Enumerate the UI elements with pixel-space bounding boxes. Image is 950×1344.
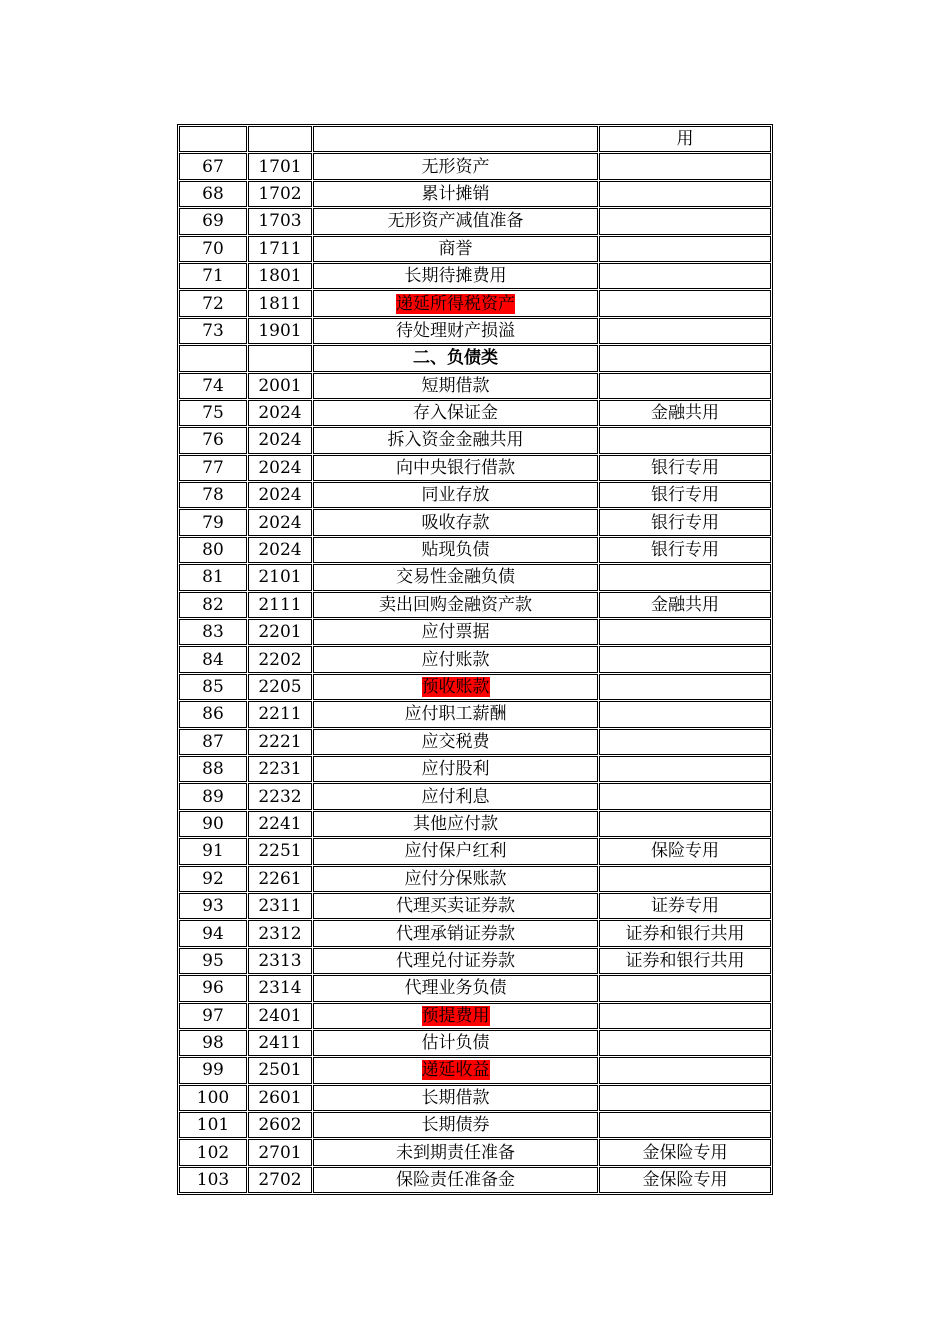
seq-cell: 76 <box>179 427 247 453</box>
note-cell <box>599 975 771 1001</box>
code-cell: 2024 <box>248 400 312 426</box>
seq-cell: 100 <box>179 1085 247 1111</box>
code-cell: 2202 <box>248 646 312 672</box>
seq-cell: 90 <box>179 811 247 837</box>
note-cell: 用 <box>599 126 771 152</box>
seq-cell: 102 <box>179 1139 247 1165</box>
note-cell <box>599 373 771 399</box>
table-row <box>179 866 771 892</box>
code-cell: 2241 <box>248 811 312 837</box>
seq-cell: 85 <box>179 674 247 700</box>
name-cell <box>313 674 598 700</box>
table-row <box>179 564 771 590</box>
seq-cell: 69 <box>179 208 247 234</box>
name-cell: 无形资产 <box>313 153 598 179</box>
highlighted-account-name: 预提费用 <box>421 1005 490 1026</box>
table-row <box>179 920 771 946</box>
seq-cell: 98 <box>179 1030 247 1056</box>
table-row <box>179 509 771 535</box>
name-cell: 估计负债 <box>313 1030 598 1056</box>
seq-cell: 94 <box>179 920 247 946</box>
table-row <box>179 729 771 755</box>
code-cell: 2602 <box>248 1112 312 1138</box>
name-cell: 交易性金融负债 <box>313 564 598 590</box>
code-cell: 2411 <box>248 1030 312 1056</box>
note-cell <box>599 208 771 234</box>
note-cell <box>599 345 771 371</box>
note-cell <box>599 564 771 590</box>
name-cell: 同业存放 <box>313 482 598 508</box>
table-row <box>179 592 771 618</box>
name-cell: 拆入资金金融共用 <box>313 427 598 453</box>
name-cell: 未到期责任准备 <box>313 1139 598 1165</box>
code-cell <box>248 126 312 152</box>
seq-cell <box>179 126 247 152</box>
seq-cell: 78 <box>179 482 247 508</box>
seq-cell: 72 <box>179 290 247 316</box>
seq-cell: 75 <box>179 400 247 426</box>
table-row <box>179 701 771 727</box>
note-cell: 证券专用 <box>599 893 771 919</box>
name-cell <box>313 1057 598 1083</box>
name-cell: 商誉 <box>313 236 598 262</box>
table-row <box>179 783 771 809</box>
code-cell: 2702 <box>248 1167 312 1193</box>
note-cell <box>599 1030 771 1056</box>
note-cell <box>599 811 771 837</box>
seq-cell: 80 <box>179 537 247 563</box>
code-cell: 2024 <box>248 427 312 453</box>
seq-cell: 84 <box>179 646 247 672</box>
code-cell: 1703 <box>248 208 312 234</box>
name-cell: 保险责任准备金 <box>313 1167 598 1193</box>
note-cell <box>599 646 771 672</box>
table-row <box>179 537 771 563</box>
note-cell <box>599 701 771 727</box>
seq-cell: 79 <box>179 509 247 535</box>
seq-cell <box>179 345 247 371</box>
table-row <box>179 1085 771 1111</box>
name-cell: 应付分保账款 <box>313 866 598 892</box>
note-cell <box>599 756 771 782</box>
note-cell <box>599 263 771 289</box>
note-cell <box>599 1057 771 1083</box>
code-cell: 1811 <box>248 290 312 316</box>
table-row <box>179 1030 771 1056</box>
name-cell: 应付职工薪酬 <box>313 701 598 727</box>
seq-cell: 91 <box>179 838 247 864</box>
table-row <box>179 893 771 919</box>
note-cell <box>599 1085 771 1111</box>
seq-cell: 81 <box>179 564 247 590</box>
note-cell <box>599 1003 771 1029</box>
code-cell <box>248 345 312 371</box>
code-cell: 1701 <box>248 153 312 179</box>
seq-cell: 93 <box>179 893 247 919</box>
code-cell: 2024 <box>248 482 312 508</box>
code-cell: 2701 <box>248 1139 312 1165</box>
note-cell: 银行专用 <box>599 509 771 535</box>
name-cell <box>313 290 598 316</box>
code-cell: 1702 <box>248 181 312 207</box>
table-row <box>179 208 771 234</box>
note-cell <box>599 674 771 700</box>
table-row <box>179 811 771 837</box>
name-cell: 其他应付款 <box>313 811 598 837</box>
highlighted-account-name: 递延收益 <box>421 1060 490 1081</box>
accounts-table-body <box>179 126 771 1193</box>
name-cell: 待处理财产损溢 <box>313 318 598 344</box>
code-cell: 2024 <box>248 537 312 563</box>
table-row <box>179 427 771 453</box>
name-cell: 向中央银行借款 <box>313 455 598 481</box>
note-cell <box>599 866 771 892</box>
name-cell: 应付票据 <box>313 619 598 645</box>
seq-cell: 70 <box>179 236 247 262</box>
name-cell: 应付保户红利 <box>313 838 598 864</box>
seq-cell: 101 <box>179 1112 247 1138</box>
code-cell: 2205 <box>248 674 312 700</box>
note-cell <box>599 427 771 453</box>
seq-cell: 89 <box>179 783 247 809</box>
name-cell: 代理买卖证券款 <box>313 893 598 919</box>
code-cell: 2312 <box>248 920 312 946</box>
name-cell <box>313 126 598 152</box>
note-cell <box>599 153 771 179</box>
seq-cell: 88 <box>179 756 247 782</box>
name-cell: 代理兑付证券款 <box>313 948 598 974</box>
note-cell <box>599 236 771 262</box>
name-cell: 贴现负债 <box>313 537 598 563</box>
code-cell: 1901 <box>248 318 312 344</box>
note-cell: 金融共用 <box>599 592 771 618</box>
name-cell: 代理业务负债 <box>313 975 598 1001</box>
code-cell: 2231 <box>248 756 312 782</box>
seq-cell: 67 <box>179 153 247 179</box>
table-row <box>179 290 771 316</box>
note-cell: 证券和银行共用 <box>599 920 771 946</box>
name-cell: 吸收存款 <box>313 509 598 535</box>
table-row <box>179 1167 771 1193</box>
note-cell: 保险专用 <box>599 838 771 864</box>
name-cell: 代理承销证券款 <box>313 920 598 946</box>
code-cell: 2221 <box>248 729 312 755</box>
seq-cell: 86 <box>179 701 247 727</box>
note-cell <box>599 290 771 316</box>
note-cell <box>599 783 771 809</box>
name-cell: 应付股利 <box>313 756 598 782</box>
note-cell: 银行专用 <box>599 455 771 481</box>
table-row <box>179 674 771 700</box>
note-cell: 银行专用 <box>599 482 771 508</box>
table-row <box>179 236 771 262</box>
highlighted-account-name: 预收账款 <box>421 677 490 697</box>
seq-cell: 83 <box>179 619 247 645</box>
code-cell: 2001 <box>248 373 312 399</box>
note-cell: 证券和银行共用 <box>599 948 771 974</box>
code-cell: 2111 <box>248 592 312 618</box>
name-cell: 短期借款 <box>313 373 598 399</box>
name-cell: 应付利息 <box>313 783 598 809</box>
code-cell: 2232 <box>248 783 312 809</box>
code-cell: 2401 <box>248 1003 312 1029</box>
note-cell <box>599 619 771 645</box>
table-row <box>179 373 771 399</box>
note-cell: 金保险专用 <box>599 1167 771 1193</box>
highlighted-account-name: 递延所得税资产 <box>396 293 515 314</box>
code-cell: 2311 <box>248 893 312 919</box>
table-row <box>179 318 771 344</box>
name-cell: 长期借款 <box>313 1085 598 1111</box>
table-row <box>179 1003 771 1029</box>
code-cell: 2201 <box>248 619 312 645</box>
note-cell: 金保险专用 <box>599 1139 771 1165</box>
seq-cell: 71 <box>179 263 247 289</box>
code-cell: 2211 <box>248 701 312 727</box>
name-cell: 应付账款 <box>313 646 598 672</box>
code-cell: 2024 <box>248 509 312 535</box>
table-row <box>179 646 771 672</box>
note-cell <box>599 729 771 755</box>
seq-cell: 74 <box>179 373 247 399</box>
seq-cell: 92 <box>179 866 247 892</box>
seq-cell: 87 <box>179 729 247 755</box>
seq-cell: 96 <box>179 975 247 1001</box>
seq-cell: 73 <box>179 318 247 344</box>
code-cell: 2024 <box>248 455 312 481</box>
table-row <box>179 181 771 207</box>
table-row <box>179 153 771 179</box>
note-cell <box>599 318 771 344</box>
seq-cell: 103 <box>179 1167 247 1193</box>
name-cell: 存入保证金 <box>313 400 598 426</box>
note-cell <box>599 1112 771 1138</box>
accounts-table <box>177 124 773 1195</box>
table-row <box>179 1057 771 1083</box>
table-row <box>179 400 771 426</box>
table-row <box>179 948 771 974</box>
table-row <box>179 482 771 508</box>
note-cell: 金融共用 <box>599 400 771 426</box>
table-row <box>179 455 771 481</box>
name-cell: 累计摊销 <box>313 181 598 207</box>
code-cell: 2501 <box>248 1057 312 1083</box>
seq-cell: 99 <box>179 1057 247 1083</box>
table-row <box>179 975 771 1001</box>
section-title: 二、负债类 <box>313 345 598 371</box>
seq-cell: 97 <box>179 1003 247 1029</box>
note-cell <box>599 181 771 207</box>
code-cell: 2261 <box>248 866 312 892</box>
table-row <box>179 1112 771 1138</box>
table-row <box>179 756 771 782</box>
code-cell: 2251 <box>248 838 312 864</box>
seq-cell: 68 <box>179 181 247 207</box>
seq-cell: 82 <box>179 592 247 618</box>
code-cell: 2313 <box>248 948 312 974</box>
table-row <box>179 263 771 289</box>
name-cell: 无形资产减值准备 <box>313 208 598 234</box>
name-cell <box>313 1003 598 1029</box>
code-cell: 1711 <box>248 236 312 262</box>
table-row <box>179 838 771 864</box>
table-row <box>179 1139 771 1165</box>
name-cell: 卖出回购金融资产款 <box>313 592 598 618</box>
name-cell: 长期待摊费用 <box>313 263 598 289</box>
code-cell: 1801 <box>248 263 312 289</box>
table-row-continued <box>179 126 771 152</box>
name-cell: 长期债券 <box>313 1112 598 1138</box>
code-cell: 2101 <box>248 564 312 590</box>
table-row <box>179 619 771 645</box>
name-cell: 应交税费 <box>313 729 598 755</box>
code-cell: 2314 <box>248 975 312 1001</box>
note-cell: 银行专用 <box>599 537 771 563</box>
seq-cell: 95 <box>179 948 247 974</box>
section-row <box>179 345 771 371</box>
seq-cell: 77 <box>179 455 247 481</box>
code-cell: 2601 <box>248 1085 312 1111</box>
